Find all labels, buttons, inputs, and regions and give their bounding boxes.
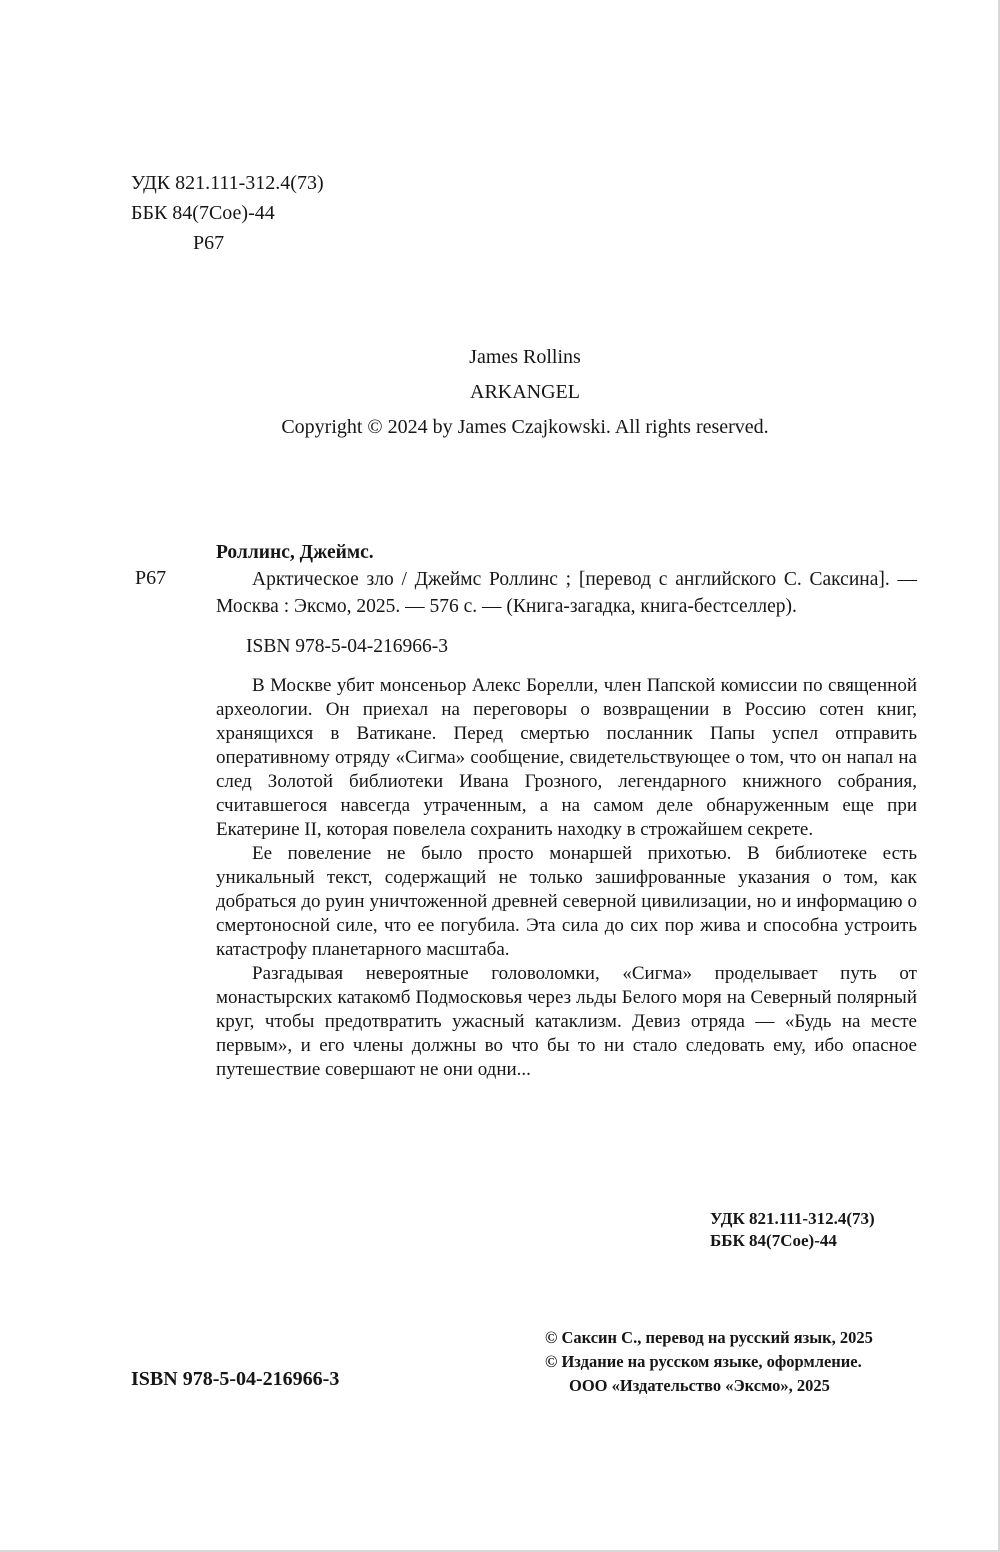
original-title: ARKANGEL [470,381,580,403]
bottom-codes-block [710,1208,875,1252]
author-sign-code-top: Р67 [193,232,225,254]
top-codes-block [131,168,324,258]
catalog-margin-code: Р67 [135,567,167,589]
copyright-edition-line: © Издание на русском языке, оформление. [545,1352,862,1371]
udk-code-bottom: УДК 821.111-312.4(73) [710,1209,875,1228]
original-edition-block [215,340,835,445]
udk-code-top: УДК 821.111-312.4(73) [131,172,324,194]
catalog-author-heading: Роллинс, Джеймс. [216,542,374,563]
annotation-paragraph-3: Разгадывая невероятные головоломки, «Сигма» проделывает путь от монастырских катакомб Подмосковья через льды Белого моря на Северный полярный круг, чтобы предотвратить ужасный катаклизм. Девиз отряда — «Будь на месте первым», и его члены должны во что бы то ни стало следовать ему, ибо опасное путешествие совершают не они одни... [216,963,917,1080]
original-copyright-line: Copyright © 2024 by James Czajkowski. All rights reserved. [281,416,769,438]
catalog-bibliographic-description: Арктическое зло / Джеймс Роллинс ; [перевод с английского С. Саксина]. — Москва : Эксмо, 2025. — 576 с. — (Книга-загадка, книга-бестселлер). [216,569,917,617]
copyright-publisher-line: ООО «Издательство «Эксмо», 2025 [569,1376,830,1395]
annotation-paragraph-1: В Москве убит монсеньор Алекс Борелли, член Папской комиссии по священной археологии. Он приехал на переговоры о возвращении в Россию сотен книг, хранящихся в Ватикане. Перед смертью посланник Папы успел отправить оперативному отряду «Сигма» сообщение, свидетельствующее о том, что он напал на след Золотой библиотеки Ивана Грозного, легендарного книжного собрания, считавшегося навсегда утраченным, а на самом деле обнаруженным еще при Екатерине II, которая повелела сохранить находку в строжайшем секрете. [216,675,917,840]
isbn-catalog-line: ISBN 978-5-04-216966-3 [246,636,449,657]
copyright-translation-line: © Саксин С., перевод на русский язык, 2025 [545,1328,873,1347]
original-author: James Rollins [469,346,581,368]
isbn-footer: ISBN 978-5-04-216966-3 [131,1368,340,1390]
copyright-notices-block [545,1326,873,1398]
bbk-code-bottom: ББК 84(7Сое)-44 [710,1231,837,1250]
bbk-code-top: ББК 84(7Сое)-44 [131,202,275,224]
catalog-card [216,539,917,1082]
annotation-paragraph-2: Ее повеление не было просто монаршей прихотью. В библиотеке есть уникальный текст, содержащий не только зашифрованные указания о том, как добраться до руин уничтоженной древней северной цивилизации, но и информацию о смертоносной силе, что ее погубила. Эта сила до сих пор жива и способна устроить катастрофу планетарного масштаба. [216,843,917,960]
